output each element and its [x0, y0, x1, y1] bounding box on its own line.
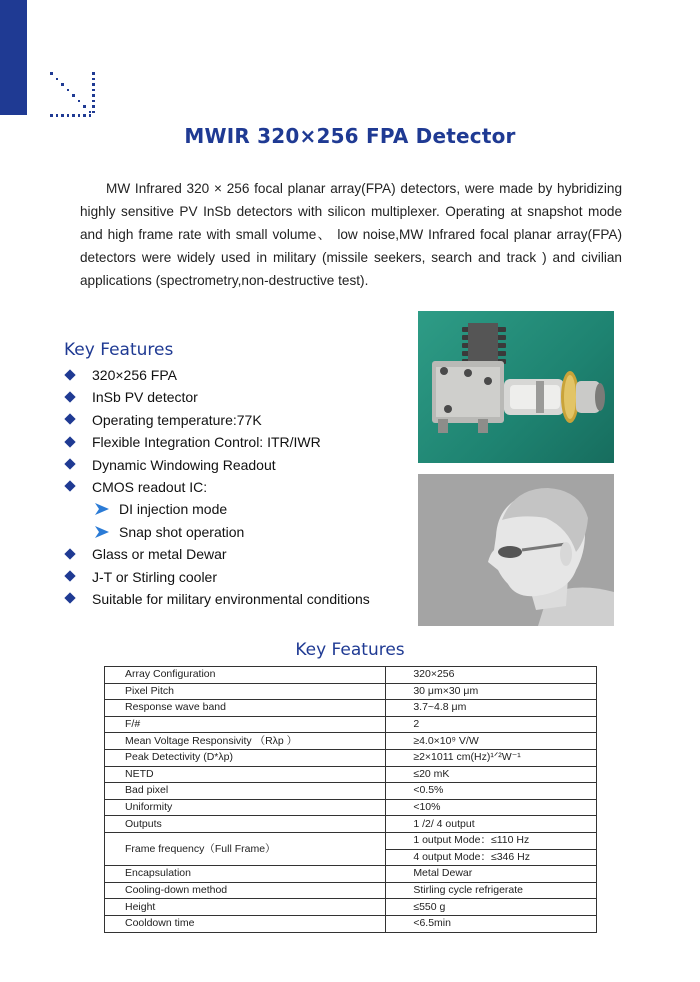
diamond-bullet-icon	[64, 414, 75, 425]
ornament-dot	[83, 105, 86, 108]
spec-label: Encapsulation	[105, 866, 386, 883]
corner-accent-bar	[0, 0, 27, 115]
spec-label: Height	[105, 899, 386, 916]
feature-text: J-T or Stirling cooler	[92, 568, 218, 585]
spec-value: <0.5%	[386, 783, 597, 800]
dotted-corner-ornament	[50, 72, 96, 118]
diamond-bullet-icon	[64, 369, 75, 380]
feature-text: DI injection mode	[119, 501, 228, 518]
spec-value: 320×256	[386, 667, 597, 684]
spec-value: ≤550 g	[386, 899, 597, 916]
ornament-dot	[78, 100, 81, 103]
spec-label: Cooling-down method	[105, 882, 386, 899]
feature-item	[64, 476, 370, 498]
ornament-dot	[67, 89, 70, 92]
spec-label: Outputs	[105, 816, 386, 833]
diamond-bullet-icon	[64, 436, 75, 447]
diamond-bullet-icon	[64, 391, 75, 402]
ornament-dot	[89, 114, 92, 117]
diamond-bullet-icon	[64, 593, 75, 604]
feature-item	[64, 431, 370, 453]
feature-item	[64, 566, 370, 588]
thermal-portrait-illustration	[418, 474, 614, 626]
ornament-dot	[92, 83, 95, 86]
feature-item	[64, 543, 370, 565]
spec-value: 30 μm×30 μm	[386, 683, 597, 700]
ornament-dot	[67, 114, 70, 117]
feature-text: Operating temperature:77K	[92, 411, 262, 428]
ornament-dot	[89, 111, 92, 114]
spec-value: <10%	[386, 799, 597, 816]
spec-value: 1 /2/ 4 output	[386, 816, 597, 833]
spec-label: Cooldown time	[105, 915, 386, 932]
arrowhead-bullet-icon	[95, 526, 109, 538]
feature-item	[64, 364, 370, 386]
ornament-dot	[56, 78, 59, 81]
thermal-image-photo	[418, 474, 614, 626]
ornament-dot	[50, 114, 53, 117]
ornament-dot	[56, 114, 59, 117]
table-heading: Key Features	[295, 640, 405, 660]
feature-subitem	[64, 498, 370, 520]
table-row	[105, 749, 597, 766]
feature-text: Flexible Integration Control: ITR/IWR	[92, 434, 321, 451]
ornament-dot	[92, 94, 95, 97]
ornament-dot	[72, 114, 75, 117]
spec-table	[104, 666, 597, 933]
spec-value: Metal Dewar	[386, 866, 597, 883]
spec-label: F/#	[105, 716, 386, 733]
ornament-dot	[92, 89, 95, 92]
feature-item	[64, 386, 370, 408]
table-row	[105, 766, 597, 783]
diamond-bullet-icon	[64, 458, 75, 469]
spec-value: 2	[386, 716, 597, 733]
spec-value: 1 output Mode：≤110 Hz	[386, 832, 597, 849]
table-row	[105, 799, 597, 816]
detector-illustration	[418, 311, 614, 463]
table-row	[105, 832, 597, 849]
feature-text: Dynamic Windowing Readout	[92, 456, 276, 473]
table-row	[105, 866, 597, 883]
feature-item	[64, 588, 370, 610]
ornament-dot	[61, 114, 64, 117]
spec-label: Peak Detectivity (D*λp)	[105, 749, 386, 766]
arrowhead-bullet-icon	[95, 503, 109, 515]
spec-value: ≥4.0×10⁹ V/W	[386, 733, 597, 750]
spec-value: 4 output Mode：≤346 Hz	[386, 849, 597, 866]
ornament-dot	[83, 114, 86, 117]
table-row	[105, 700, 597, 717]
feature-text: Snap shot operation	[119, 523, 245, 540]
table-row	[105, 899, 597, 916]
ornament-dot	[92, 78, 95, 81]
ornament-dot	[92, 100, 95, 103]
ornament-dot	[92, 111, 95, 114]
table-row	[105, 882, 597, 899]
ornament-dot	[61, 83, 64, 86]
spec-value: 3.7~4.8 μm	[386, 700, 597, 717]
table-row	[105, 816, 597, 833]
spec-value: ≥2×1011 cm(Hz)¹ᐟ²W⁻¹	[386, 749, 597, 766]
features-list	[64, 364, 370, 610]
spec-value: <6.5min	[386, 915, 597, 932]
ornament-dot	[92, 105, 95, 108]
table-row	[105, 783, 597, 800]
table-row	[105, 683, 597, 700]
spec-label: Bad pixel	[105, 783, 386, 800]
spec-label: Response wave band	[105, 700, 386, 717]
table-row	[105, 716, 597, 733]
table-row	[105, 915, 597, 932]
diamond-bullet-icon	[64, 548, 75, 559]
spec-value: Stirling cycle refrigerate	[386, 882, 597, 899]
feature-subitem	[64, 521, 370, 543]
feature-text: Glass or metal Dewar	[92, 546, 227, 563]
feature-text: Suitable for military environmental conditions	[92, 590, 370, 607]
feature-item	[64, 454, 370, 476]
spec-label: Uniformity	[105, 799, 386, 816]
feature-text: InSb PV detector	[92, 389, 198, 406]
feature-item	[64, 409, 370, 431]
feature-text: CMOS readout IC:	[92, 478, 208, 495]
spec-value: ≤20 mK	[386, 766, 597, 783]
spec-label: Frame frequency（Full Frame）	[105, 832, 386, 865]
ornament-dot	[92, 72, 95, 75]
table-row	[105, 667, 597, 684]
feature-text: 320×256 FPA	[92, 367, 177, 383]
spec-label: NETD	[105, 766, 386, 783]
page-title: MWIR 320×256 FPA Detector	[184, 124, 516, 148]
detector-photo	[418, 311, 614, 463]
ornament-dot	[78, 114, 81, 117]
table-row	[105, 733, 597, 750]
spec-label: Array Configuration	[105, 667, 386, 684]
diamond-bullet-icon	[64, 570, 75, 581]
ornament-dot	[50, 72, 53, 75]
features-heading: Key Features	[64, 340, 174, 360]
spec-label: Mean Voltage Responsivity （Rλp ）	[105, 733, 386, 750]
intro-paragraph	[80, 177, 622, 292]
diamond-bullet-icon	[64, 481, 75, 492]
ornament-dot	[72, 94, 75, 97]
spec-label: Pixel Pitch	[105, 683, 386, 700]
intro-text: MW Infrared 320 × 256 focal planar array(FPA) detectors, were made by hybridizing highly sensitive PV InSb detectors with silicon multiplexer. Operating at snapshot mode and high frame rate with small volume、 low noise,MW Infrared focal planar array(FPA) detectors were widely used in military (missile seekers, search and track ) and civilian applications (spectrometry,non-destructive test).	[80, 181, 622, 288]
